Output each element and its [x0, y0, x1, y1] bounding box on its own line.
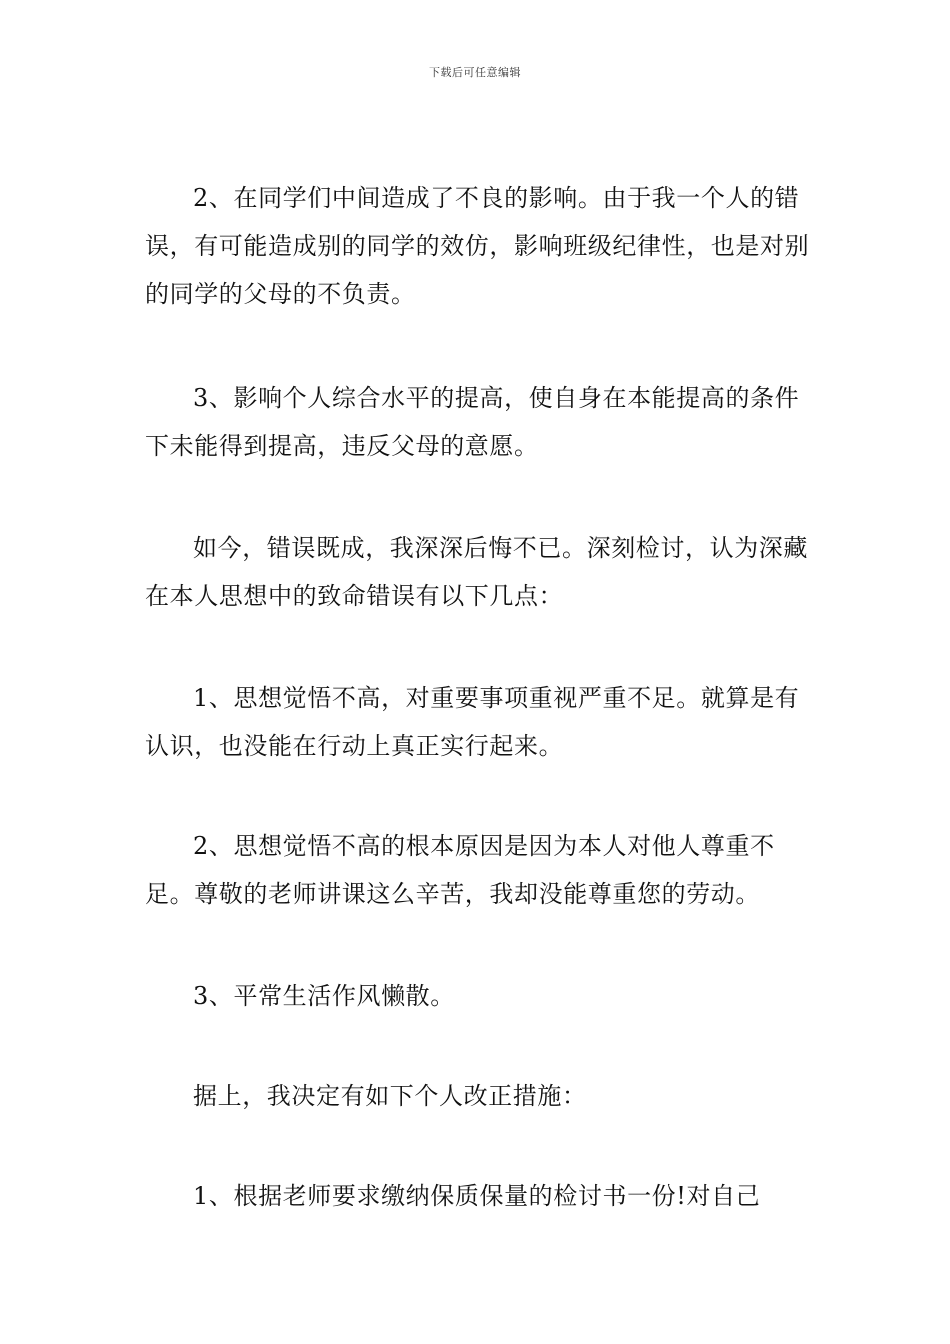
- paragraph-point-awareness: 1、思想觉悟不高，对重要事项重视严重不足。就算是有认识，也没能在行动上真正实行起来。: [145, 684, 800, 760]
- paragraph-reflection-intro: 如今，错误既成，我深深后悔不已。深刻检讨，认为深藏在本人思想中的致命错误有以下几点：: [145, 534, 808, 610]
- paragraph-point-respect: 2、思想觉悟不高的根本原因是因为本人对他人尊重不足。尊敬的老师讲课这么辛苦，我却没能尊重您的劳动。: [145, 832, 775, 908]
- paragraph-measures-intro: 据上，我决定有如下个人改正措施：: [193, 1082, 587, 1110]
- paragraph-point-lifestyle: 3、平常生活作风懒散。: [193, 982, 455, 1010]
- paragraph-influence-classmates: 2、在同学们中间造成了不良的影响。由于我一个人的错误，有可能造成别的同学的效仿，影响班级纪律性，也是对别的同学的父母的不负责。: [145, 184, 810, 308]
- paragraph-measure-one: 1、根据老师要求缴纳保质保量的检讨书一份!对自己: [193, 1182, 761, 1210]
- page-header: 下载后可任意编辑: [429, 66, 521, 79]
- paragraph-personal-improvement: 3、影响个人综合水平的提高，使自身在本能提高的条件下未能得到提高，违反父母的意愿。: [145, 384, 800, 460]
